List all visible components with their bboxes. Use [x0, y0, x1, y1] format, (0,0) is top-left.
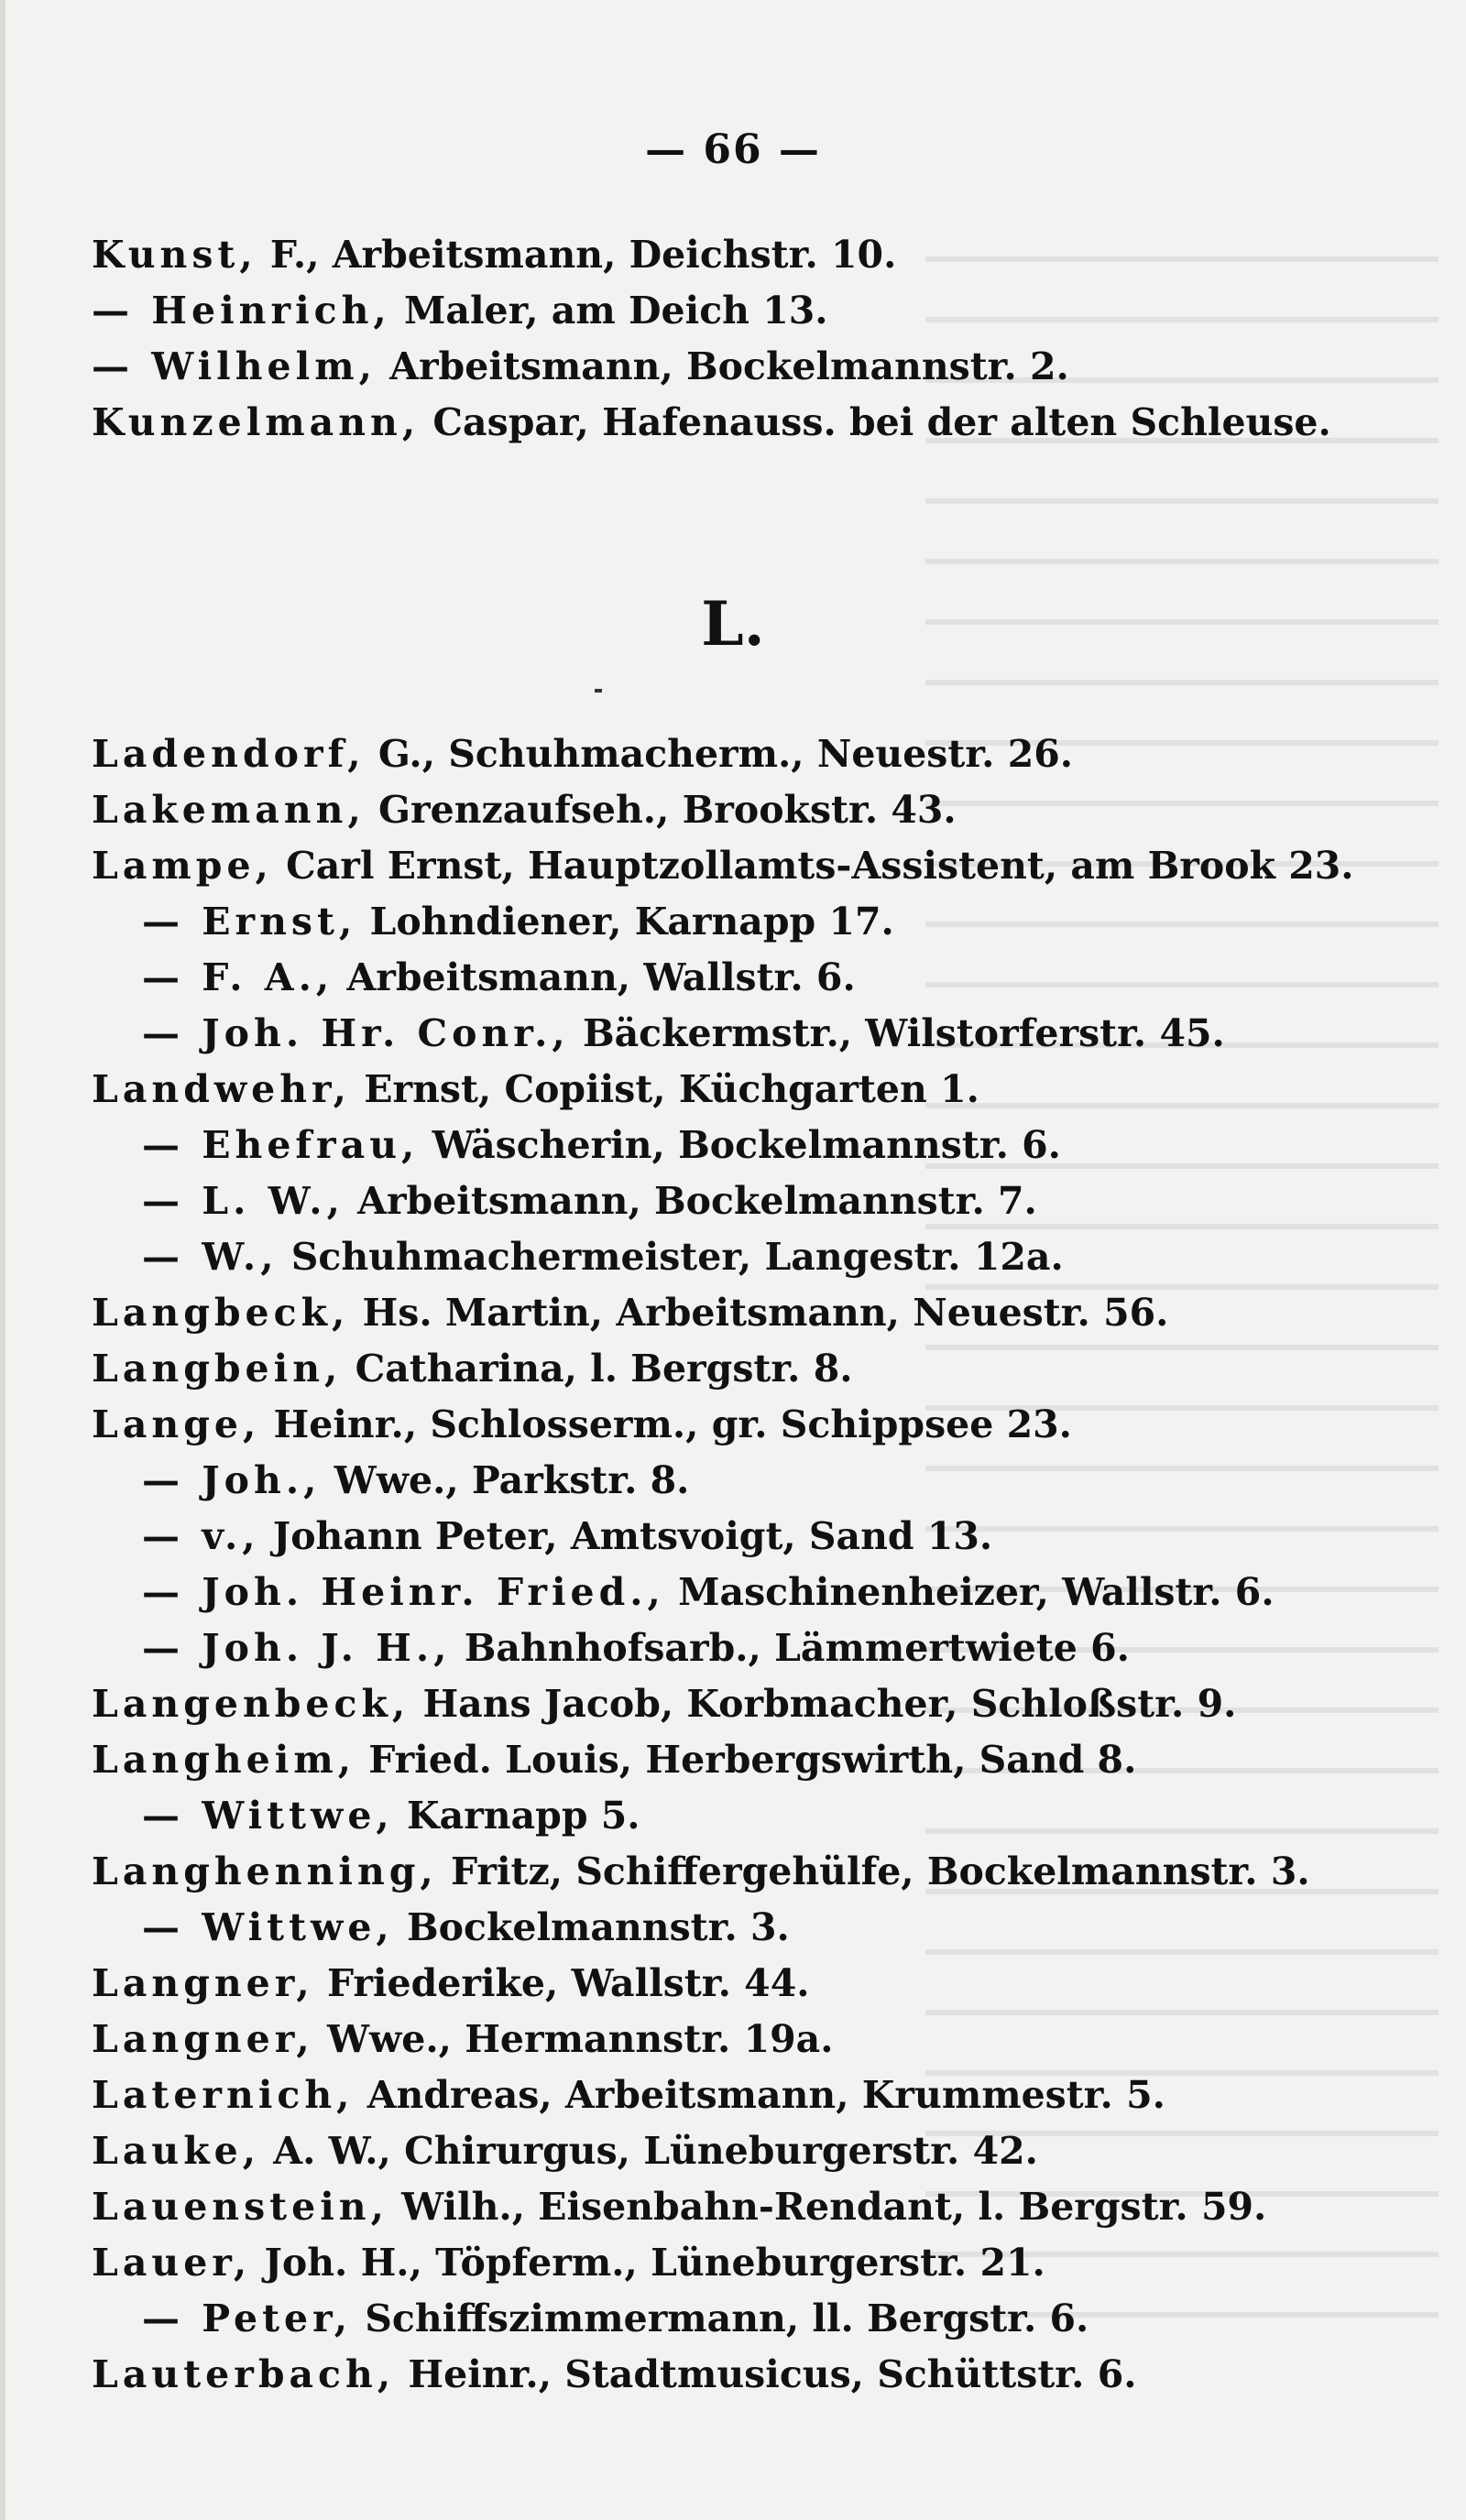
directory-entry — [92, 1509, 1374, 1565]
directory-entry — [92, 1565, 1374, 1620]
entry-details: Ernst, Copiist, Küchgarten 1. — [350, 1067, 979, 1111]
entry-details: Heinr., Schlosserm., gr. Schippsee 23. — [260, 1402, 1072, 1446]
directory-entry — [92, 2347, 1374, 2403]
entry-name: Langner, — [92, 2017, 314, 2061]
entry-name: — Ernst, — [142, 900, 357, 944]
entry-details: Karnapp 5. — [393, 1794, 640, 1838]
entry-name: Laternich, — [92, 2073, 355, 2117]
entry-details: Schuhmachermeister, Langestr. 12a. — [278, 1235, 1064, 1279]
entry-name: — v., — [142, 1514, 260, 1558]
directory-entry — [92, 1844, 1374, 1900]
entry-name: — Wittwe, — [142, 1905, 394, 1949]
directory-entry — [92, 1229, 1374, 1285]
entry-details: Fried. Louis, Herbergswirth, Sand 8. — [356, 1738, 1137, 1782]
entry-details: Wäscherin, Bockelmannstr. 6. — [419, 1123, 1061, 1167]
entry-details: Bockelmannstr. 3. — [393, 1905, 790, 1949]
entry-details: Bahnhofsarb., Lämmertwiete 6. — [451, 1626, 1130, 1670]
entry-name: — L. W., — [142, 1179, 345, 1223]
entry-details: Johann Peter, Amtsvoigt, Sand 13. — [259, 1514, 993, 1558]
entry-details: Grenzaufseh., Brookstr. 43. — [365, 788, 957, 832]
section-heading-letter: L. — [701, 588, 765, 660]
entry-name: Langheim, — [92, 1738, 356, 1782]
directory-entry — [92, 2291, 1374, 2347]
entry-details: Friederike, Wallstr. 44. — [313, 1961, 810, 2005]
entry-name: — Ehefrau, — [142, 1123, 420, 1167]
entry-name: Lauenstein, — [92, 2185, 388, 2229]
directory-entry — [92, 782, 1374, 838]
entry-name: — Joh. Heinr. Fried., — [142, 1570, 665, 1614]
entry-details: Arbeitsmann, Wallstr. 6. — [334, 955, 856, 999]
entry-name: Lakemann, — [92, 788, 366, 832]
entry-details: Bäckermstr., Wilstorferstr. 45. — [569, 1011, 1225, 1055]
directory-entry — [92, 1788, 1374, 1844]
directory-entry — [92, 227, 1374, 283]
entry-name: — Wilhelm, — [92, 344, 377, 388]
directory-entry — [92, 950, 1374, 1006]
entry-name: Langbein, — [92, 1347, 343, 1391]
entry-name: Lauterbach, — [92, 2352, 396, 2396]
entry-details: Andreas, Arbeitsmann, Krummestr. 5. — [354, 2073, 1165, 2117]
entry-name: Langenbeck, — [92, 1682, 410, 1726]
directory-entry — [92, 1453, 1374, 1509]
directory-entry — [92, 894, 1374, 950]
directory-entry — [92, 1006, 1374, 1062]
directory-entry — [92, 395, 1374, 451]
directory-entry — [92, 1900, 1374, 1956]
entry-details: Caspar, Hafenauss. bei der alten Schleuse. — [420, 400, 1331, 444]
directory-entry — [92, 726, 1374, 782]
directory-entry — [92, 2235, 1374, 2291]
entry-details: Joh. H., Töpferm., Lüneburgerstr. 21. — [251, 2241, 1045, 2285]
entry-name: — Wittwe, — [142, 1794, 394, 1838]
entry-name: — F. A., — [142, 955, 334, 999]
directory-entry — [92, 1397, 1374, 1453]
entry-details: Catharina, l. Bergstr. 8. — [342, 1347, 853, 1391]
directory-entry — [92, 1285, 1374, 1341]
entry-details: Maler, am Deich 13. — [390, 289, 828, 333]
directory-entry — [92, 1173, 1374, 1229]
entry-details: A. W., Chirurgus, Lüneburgerstr. 42. — [259, 2129, 1038, 2173]
directory-entry — [92, 2123, 1374, 2179]
directory-entry — [92, 1341, 1374, 1397]
entry-name: Lauer, — [92, 2241, 252, 2285]
entry-details: Hans Jacob, Korbmacher, Schloßstr. 9. — [410, 1682, 1237, 1726]
entry-details: Arbeitsmann, Bockelmannstr. 7. — [344, 1179, 1037, 1223]
entry-details: F., Arbeitsmann, Deichstr. 10. — [257, 233, 897, 277]
entries-l-section — [92, 726, 1374, 2403]
entry-details: Arbeitsmann, Bockelmannstr. 2. — [376, 344, 1069, 388]
page-edge — [0, 0, 5, 2520]
directory-entry — [92, 1118, 1374, 1173]
entry-details: Carl Ernst, Hauptzollamts-Assistent, am Brook 23. — [272, 844, 1354, 888]
directory-entry — [92, 1676, 1374, 1732]
entry-name: Langner, — [92, 1961, 314, 2005]
entry-name: Kunzelmann, — [92, 400, 421, 444]
entries-k-section — [92, 227, 1374, 451]
directory-entry — [92, 2179, 1374, 2235]
directory-entry — [92, 283, 1374, 339]
entry-name: Ladendorf, — [92, 732, 366, 776]
entry-details: Heinr., Stadtmusicus, Schüttstr. 6. — [395, 2352, 1137, 2396]
entry-name: Lange, — [92, 1402, 261, 1446]
directory-entry — [92, 1956, 1374, 2012]
section-divider-mark — [595, 689, 602, 693]
entry-name: Landwehr, — [92, 1067, 351, 1111]
entry-details: Wwe., Hermannstr. 19a. — [313, 2017, 834, 2061]
entry-name: — Joh. Hr. Conr., — [142, 1011, 570, 1055]
entry-name: — Joh. J. H., — [142, 1626, 452, 1670]
directory-entry — [92, 2067, 1374, 2123]
entry-details: G., Schuhmacherm., Neuestr. 26. — [365, 732, 1074, 776]
entry-details: Lohndiener, Karnapp 17. — [356, 900, 894, 944]
entry-name: — W., — [142, 1235, 279, 1279]
directory-entry — [92, 339, 1374, 395]
page-number: — 66 — — [645, 126, 821, 173]
entry-name: Lauke, — [92, 2129, 260, 2173]
entry-details: Fritz, Schiffergehülfe, Bockelmannstr. 3. — [437, 1849, 1310, 1893]
entry-details: Wwe., Parkstr. 8. — [321, 1458, 690, 1502]
entry-details: Wilh., Eisenbahn-Rendant, l. Bergstr. 59. — [388, 2185, 1267, 2229]
entry-name: Kunst, — [92, 233, 257, 277]
entry-name: — Peter, — [142, 2296, 353, 2340]
directory-entry — [92, 838, 1374, 894]
entry-details: Hs. Martin, Arbeitsmann, Neuestr. 56. — [349, 1291, 1169, 1335]
entry-name: Langbeck, — [92, 1291, 350, 1335]
directory-entry — [92, 1620, 1374, 1676]
entry-details: Schiffszimmermann, ll. Bergstr. 6. — [352, 2296, 1089, 2340]
directory-entry — [92, 2012, 1374, 2067]
directory-entry — [92, 1062, 1374, 1118]
entry-name: — Joh., — [142, 1458, 322, 1502]
directory-entry — [92, 1732, 1374, 1788]
entry-name: Lampe, — [92, 844, 273, 888]
entry-name: Langhenning, — [92, 1849, 438, 1893]
entry-name: — Heinrich, — [92, 289, 391, 333]
entry-details: Maschinenheizer, Wallstr. 6. — [664, 1570, 1275, 1614]
